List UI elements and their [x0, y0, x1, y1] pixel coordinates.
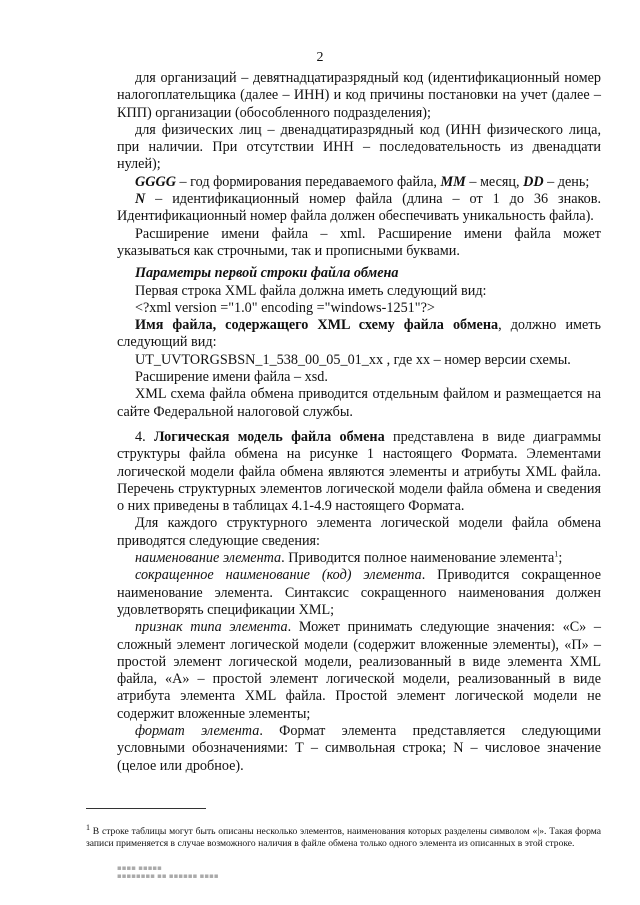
footnote-divider	[86, 808, 206, 809]
text-day: – день;	[543, 173, 590, 190]
section-number: 4.	[135, 428, 154, 445]
logical-model-bold: Логическая модель файла обмена	[153, 428, 385, 445]
element-name-tail: ;	[558, 550, 563, 567]
schema-filename-pattern: UT_UVTORGSBSN_1_538_00_05_01_xx , где хх – номер версии схемы.	[135, 351, 571, 368]
paragraph-schema-filename	[117, 317, 601, 352]
element-format-italic: формат элемента	[135, 722, 260, 739]
element-type-text: . Может принимать следующие значения: «С» – сложный элемент логической модели (содержит вложенные элементы), «П» – простой элемент логической модели, реализованный в виде элемента XML файла, «А» – простой элемент логической модели, реализованный в виде атрибута элемента XML файла. Простой элемент логической модели не содержит вложенные элементы;	[117, 619, 601, 722]
paragraph-extension-xml: Расширение имени файла – xml. Расширение имени файла может указываться как строчными, так и прописными буквами.	[117, 225, 601, 259]
document-body	[117, 70, 601, 775]
footnote-mark: 1	[86, 822, 90, 832]
code-gggg: GGGG	[135, 173, 176, 190]
heading-first-line-params: Параметры первой строки файла обмена	[135, 265, 399, 282]
registration-stamp	[117, 864, 219, 880]
paragraph-schema-published: XML схема файла обмена приводится отдельным файлом и размещается на сайте Федеральной налоговой службы.	[117, 386, 601, 420]
logical-model-text: представлена в виде диаграммы структуры файла обмена на рисунке 1 настоящего Формата. Элементами логической модели файла обмена являются элементы и атрибуты XML файла. Перечень структурных элементов логической модели файла обмена и сведения о них приведены в таблицах 4.1-4.9 настоящего Формата.	[117, 428, 602, 515]
text-month: – месяц,	[465, 173, 524, 190]
element-code-text: . Приводится сокращенное наименование элемента. Синтаксис сокращенного наименования должен удовлетворять спецификации XML;	[117, 567, 601, 618]
paragraph-element-name	[117, 550, 601, 567]
paragraph-individuals: для физических лиц – двенадцатиразрядный код (ИНН физического лица, при наличии. При отсутствии ИНН – последовательность из двенадцати нулей);	[117, 121, 601, 173]
element-code-italic: сокращенное наименование (код) элемента	[135, 567, 422, 584]
paragraph-first-line: Первая строка XML файла должна иметь следующий вид:	[135, 282, 487, 299]
element-format-text: . Формат элемента представляется следующими условными обозначениями: Т – символьная строка; N – числовое значение (целое или дробное).	[117, 722, 601, 774]
footnote-ref: 1	[554, 549, 559, 559]
paragraph-element-type	[117, 619, 601, 723]
footnote	[86, 822, 601, 850]
stamp-line-2: ▪▪▪▪▪▪▪▪ ▪▪ ▪▪▪▪▪▪ ▪▪▪▪	[117, 872, 219, 880]
xml-declaration: <?xml version ="1.0" encoding ="windows-1251"?>	[135, 299, 435, 316]
page-number: 2	[316, 50, 324, 65]
paragraph-element-info: Для каждого структурного элемента логической модели файла обмена приводятся следующие сведения:	[117, 515, 601, 549]
stamp-line-1: ▪▪▪▪ ▪▪▪▪▪	[117, 864, 162, 872]
element-name-italic: наименование элемента	[135, 550, 282, 567]
text-year: – год формирования передаваемого файла,	[175, 173, 441, 190]
paragraph-date-codes	[117, 174, 601, 191]
code-n: N	[135, 191, 146, 208]
paragraph-organizations: для организаций – девятнадцатиразрядный код (идентификационный номер налогоплательщика (далее – ИНН) и код причины постановки на учет (далее – КПП) организации (обособленного подразделения);	[117, 70, 601, 121]
paragraph-logical-model	[117, 429, 601, 515]
text-file-id: – идентификационный номер файла (длина – от 1 до 36 знаков. Идентификационный номер файла должен обеспечивать уникальность файла).	[117, 191, 601, 225]
paragraph-element-code	[117, 567, 601, 619]
element-name-text: . Приводится полное наименование элемента	[281, 550, 555, 567]
paragraph-extension-xsd: Расширение имени файла – xsd.	[135, 369, 328, 386]
schema-filename-bold: Имя файла, содержащего XML схему файла обмена	[135, 317, 499, 334]
footnote-text: В строке таблицы могут быть описаны несколько элементов, наименования которых разделены символом «|». Такая форма записи применяется в случае возможного наличия в файле обмена только одного элемента из описанных в этой строке.	[86, 826, 601, 850]
code-dd: DD	[523, 173, 544, 190]
code-mm: MM	[440, 173, 466, 190]
element-type-italic: признак типа элемента	[135, 619, 288, 636]
paragraph-element-format	[117, 723, 601, 775]
paragraph-file-id	[117, 191, 601, 226]
schema-filename-text: , должно иметь следующий вид:	[117, 317, 601, 351]
